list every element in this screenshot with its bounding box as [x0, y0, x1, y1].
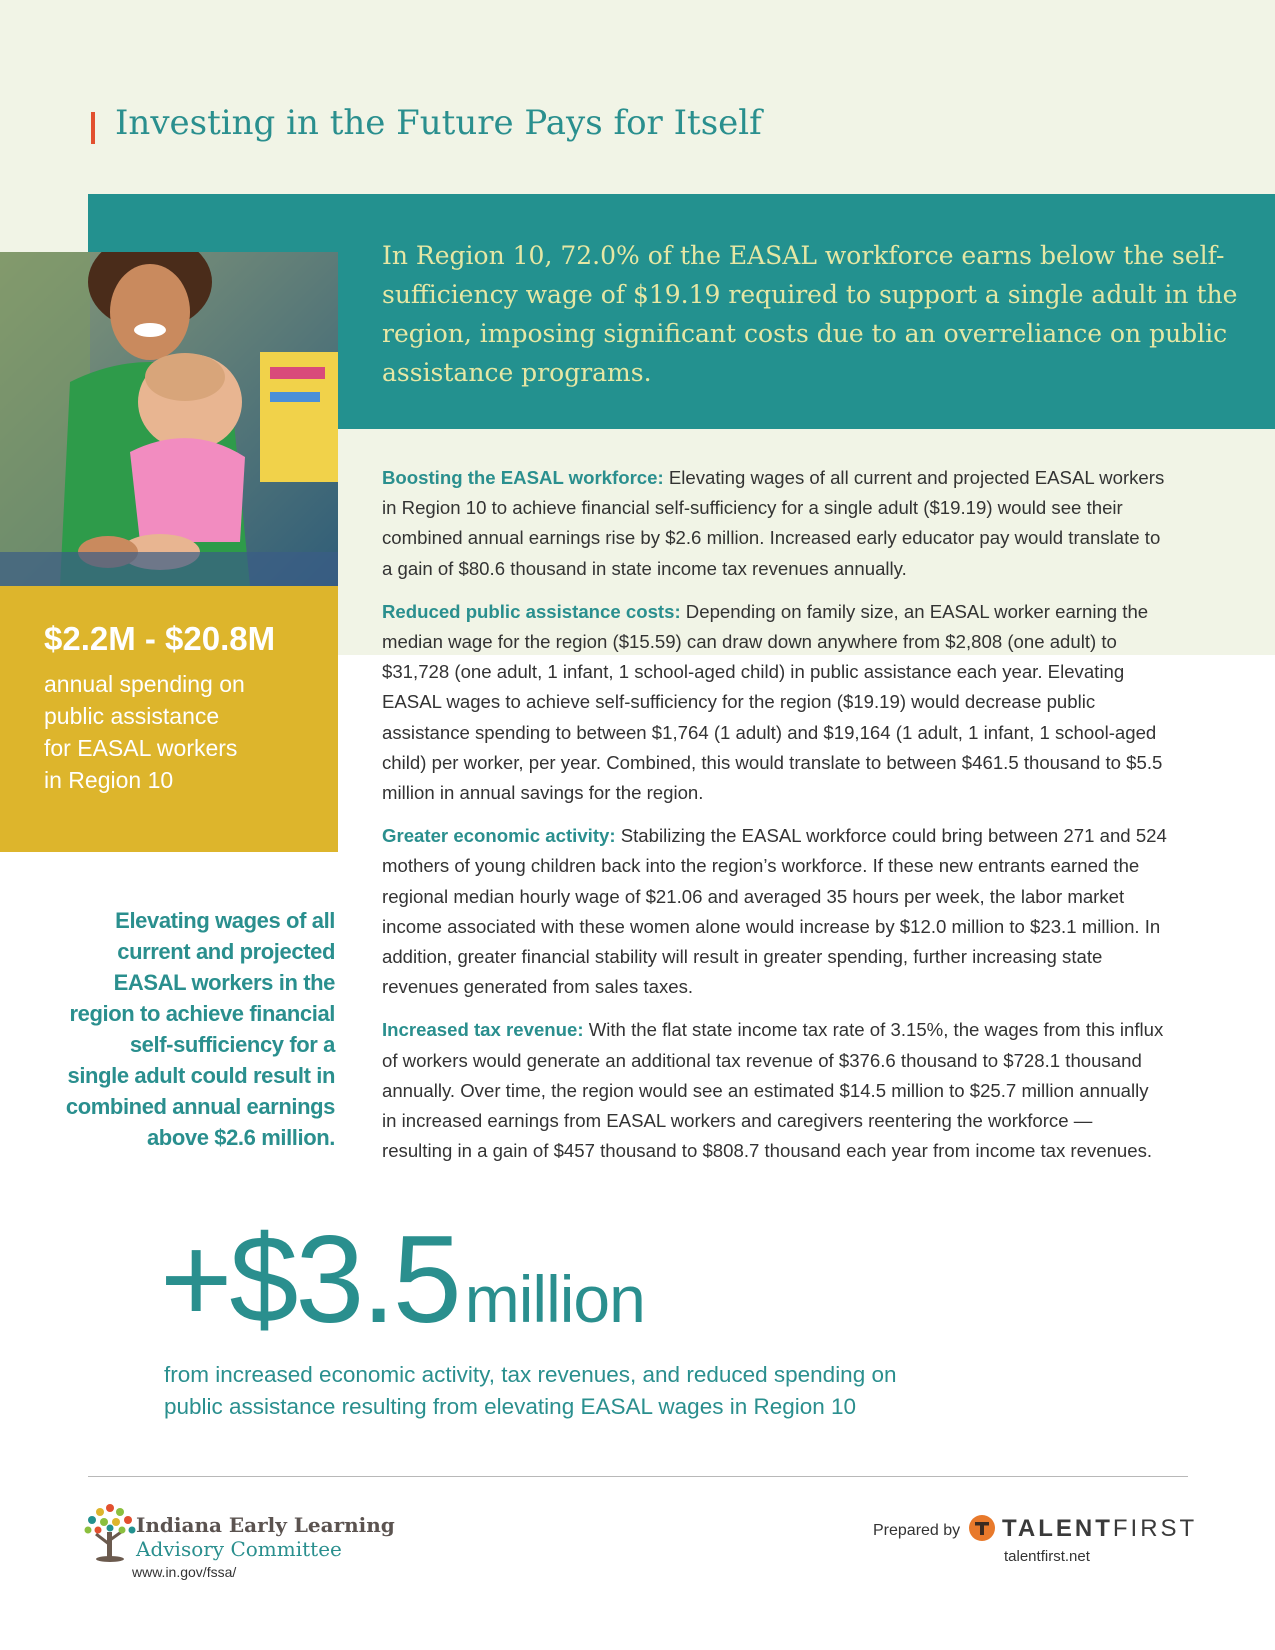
- stat-description-line: for EASAL workers: [44, 735, 238, 761]
- brand-part-talent: TALENT: [1002, 1515, 1113, 1542]
- pull-quote-line: current and projected: [117, 939, 335, 964]
- pull-quote: [60, 905, 335, 1153]
- pull-quote-line: single adult could result in: [67, 1063, 335, 1088]
- highlight-caption: [164, 1359, 1064, 1423]
- pull-quote-line: above $2.6 million.: [146, 1125, 335, 1150]
- lead-text: In Region 10, 72.0% of the EASAL workforce earns below the self-sufficiency wage of $19.19 required to support a single adult in the region, imposing significant costs due to an overreliance on public assistance programs.: [382, 241, 1238, 387]
- highlight-caption-line: public assistance resulting from elevating EASAL wages in Region 10: [164, 1394, 857, 1419]
- section-reduced-assistance: [382, 597, 1167, 808]
- ielac-name-line2: Advisory Committee: [136, 1537, 342, 1561]
- pull-quote-line: region to achieve financial: [69, 1001, 335, 1026]
- pull-quote-line: combined annual earnings: [65, 1094, 335, 1119]
- stat-description-line: annual spending on: [44, 671, 245, 697]
- section-label: Increased tax revenue:: [382, 1019, 584, 1041]
- stat-description: [44, 668, 324, 796]
- footer-divider: [88, 1476, 1188, 1477]
- brand-part-first: FIRST: [1112, 1515, 1198, 1542]
- ielac-name: [136, 1513, 395, 1561]
- page-title: Investing in the Future Pays for Itself: [115, 103, 762, 143]
- highlight-unit: million: [464, 1262, 645, 1336]
- stat-description-line: public assistance: [44, 703, 220, 729]
- highlight-figure: [160, 1211, 645, 1349]
- pull-quote-line: Elevating wages of all: [115, 908, 335, 933]
- caregiver-with-child-photo: [0, 252, 338, 586]
- section-text: With the flat state income tax rate of 3.15%, the wages from this influx of workers would generate an additional tax revenue of $376.6 thousand to $728.1 thousand annually. Over time, the region would see an estimated $14.5 million to $25.7 million annually in increased earnings from EASAL workers and caregivers reentering the workforce — resulting in a gain of $457 thousand to $808.7 thousand each year from income tax revenues.: [382, 1019, 1164, 1162]
- section-text: Elevating wages of all current and projected EASAL workers in Region 10 to achieve financial self-sufficiency for a single adult ($19.19) would see their combined annual earnings rise by $2.6 million. Increased early educator pay would translate to a gain of $80.6 thousand in state income tax revenues annually.: [382, 467, 1165, 579]
- pull-quote-line: EASAL workers in the: [113, 970, 335, 995]
- prepared-by-label: Prepared by: [873, 1522, 961, 1539]
- section-text: Stabilizing the EASAL workforce could bring between 271 and 524 mothers of young children back into the region’s workforce. If these new entrants earned the regional median hourly wage of $21.06 and averaged 35 hours per week, the labor market income associated with these women alone would increase by $12.0 million to $23.1 million. In addition, greater financial stability will result in greater spending, further increasing state revenues generated from sales taxes.: [382, 825, 1167, 998]
- highlight-caption-line: from increased economic activity, tax revenues, and reduced spending on: [164, 1362, 897, 1387]
- title-accent-bar: [91, 112, 95, 144]
- highlight-number: +$3.5: [160, 1211, 459, 1349]
- section-label: Reduced public assistance costs:: [382, 600, 681, 622]
- ielac-name-line1: Indiana Early Learning: [136, 1513, 395, 1537]
- section-boosting-workforce: [382, 463, 1167, 584]
- ielac-url[interactable]: www.in.gov/fssa/: [132, 1564, 237, 1580]
- section-tax-revenue: [382, 1015, 1167, 1166]
- stat-range: $2.2M - $20.8M: [44, 620, 276, 657]
- talentfirst-url[interactable]: talentfirst.net: [1004, 1548, 1090, 1565]
- pull-quote-line: self-sufficiency for a: [129, 1032, 335, 1057]
- tree-logo-icon: [82, 1500, 138, 1562]
- section-text: Depending on family size, an EASAL worker earning the median wage for the region ($15.59) can draw down anywhere from $2,808 (one adult) to $31,728 (one adult, 1 infant, 1 school-aged child) in public assistance each year. Elevating EASAL wages to achieve self-sufficiency for the region ($19.19) would decrease public assistance spending to between $1,764 (1 adult) and $19,164 (1 adult, 1 infant, 1 school-aged child) per worker, per year. Combined, this would translate to between $461.5 thousand to $5.5 million in annual savings for the region.: [382, 600, 1163, 804]
- section-label: Boosting the EASAL workforce:: [382, 467, 664, 488]
- stat-description-line: in Region 10: [44, 767, 174, 793]
- section-label: Greater economic activity:: [382, 825, 616, 847]
- body-column: [382, 463, 1167, 1179]
- talentfirst-logo-icon: [968, 1514, 996, 1542]
- section-economic-activity: [382, 821, 1167, 1002]
- talentfirst-brand: [1002, 1515, 1197, 1543]
